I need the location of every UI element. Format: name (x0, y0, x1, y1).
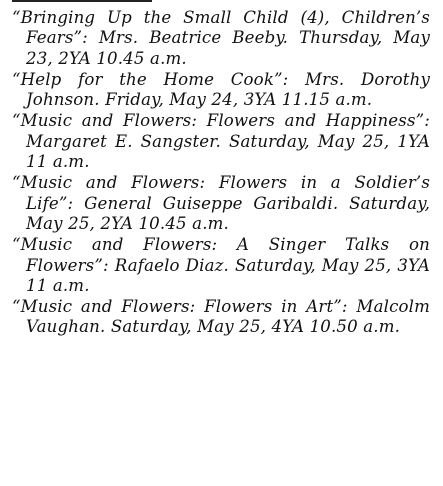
entry-title: “Music and Flowers: Flowers in a Soldier’s Life”: (12, 173, 430, 213)
entry-title: “Music and Flowers: A Singer Talks on Flowers”: (12, 235, 430, 275)
entry-details: Rafaelo Diaz. Saturday, May 25, 3YA 11 a.m. (26, 255, 430, 295)
entry-details: Margaret E. Sangster. Saturday, May 25, 1YA 11 a.m. (26, 131, 430, 172)
entry-details: Mrs. Beatrice Beeby. Thursday, May 23, 2YA 10.45 a.m. (26, 28, 430, 68)
listing-entry (12, 297, 430, 338)
entry-details: Malcolm Vaughan. Saturday, May 25, 4YA 10.50 a.m. (26, 297, 430, 337)
entry-title: “Music and Flowers: Flowers in Art”: (12, 297, 348, 317)
entry-details: Mrs. Dorothy Johnson. Friday, May 24, 3YA 11.15 a.m. (26, 69, 430, 110)
talks-listing (12, 8, 430, 339)
listing-entry (12, 70, 430, 111)
listing-entry (12, 111, 430, 172)
entry-title: “Help for the Home Cook”: (12, 69, 289, 89)
listing-entry (12, 173, 430, 234)
listing-entry (12, 235, 430, 296)
entry-title: “Music and Flowers: Flowers and Happiness”: (12, 111, 430, 131)
entry-details: General Guiseppe Garibaldi. Saturday, May 25, 2YA 10.45 a.m. (26, 193, 430, 233)
listing-entry (12, 8, 430, 69)
top-rule (12, 0, 152, 2)
entry-title: “Bringing Up the Small Child (4), Children’s Fears”: (12, 8, 430, 48)
